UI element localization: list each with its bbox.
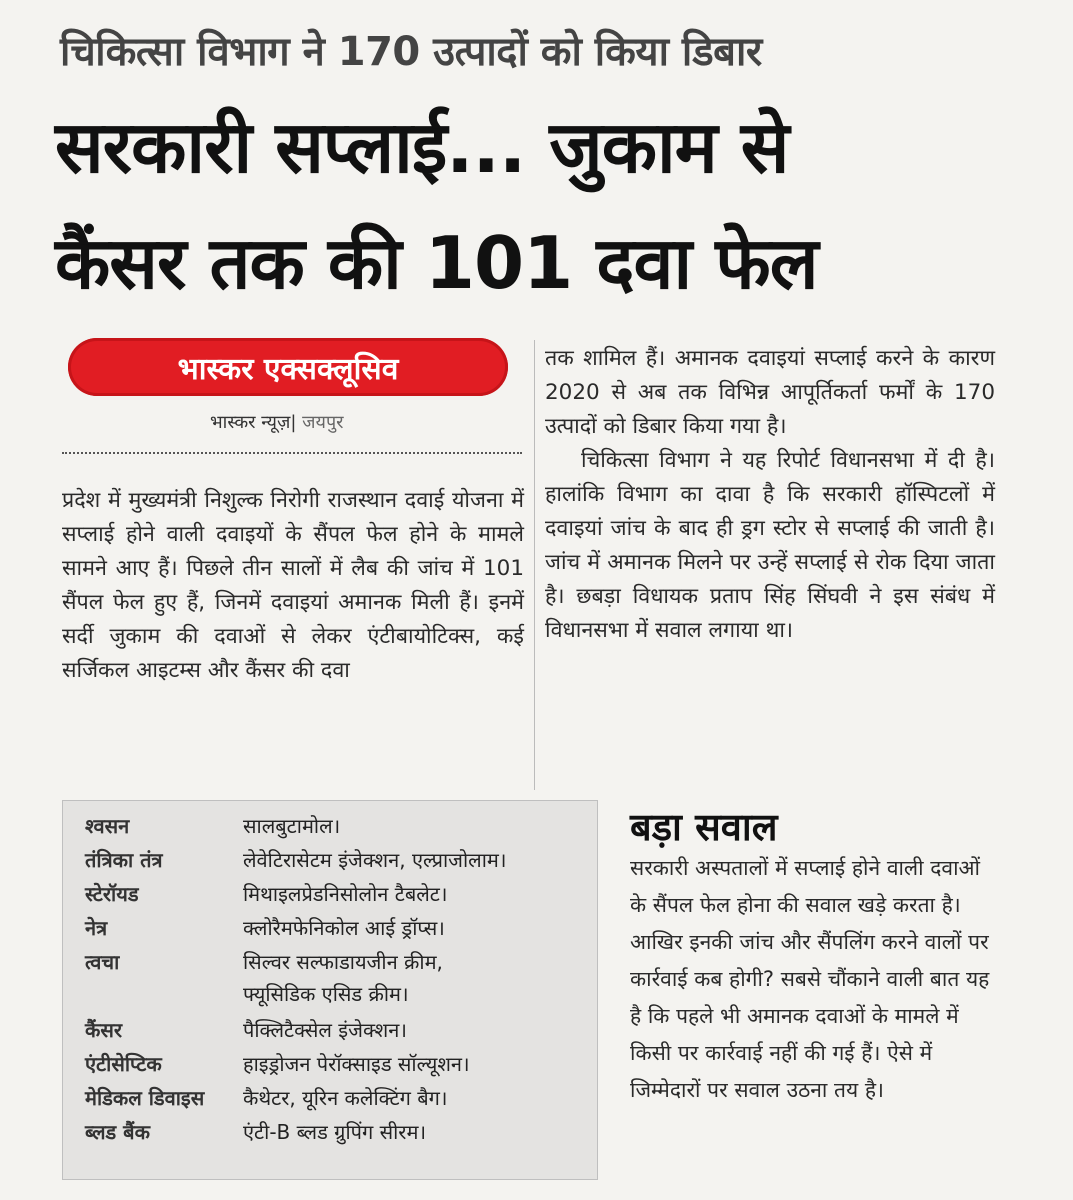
medicine-category: स्टेरॉयड	[85, 882, 139, 906]
medicine-category: एंटीसेप्टिक	[85, 1052, 162, 1076]
big-question-title: बड़ा सवाल	[630, 805, 778, 849]
article-paragraph: प्रदेश में मुख्यमंत्री निशुल्क निरोगी राजस्थान दवाई योजना में सप्लाई होने वाली दवाइयों के सैंपल फेल होने के मामले सामने आए हैं। पिछले तीन सालों में लैब की जांच में 101 सैंपल फेल हुए हैं, जिनमें दवाइयां अमानक मिली हैं। इनमें सर्दी जुकाम की दवाओं से लेकर एंटीबायोटिक्स, कई सर्जिकल आइटम्स और कैंसर की दवा	[62, 488, 524, 683]
headline-line-2: कैंसर तक की 101 दवा फेल	[55, 221, 818, 305]
medicine-category: त्वचा	[85, 950, 120, 974]
big-question-body: सरकारी अस्पतालों में सप्लाई होने वाली दवाओं के सैंपल फेल होना की सवाल खड़े करता है। आखिर इनकी जांच और सैंपलिंग करने वालों पर कार्रवाई कब होगी? सबसे चौंकाने वाली बात यह है कि पहले भी अमानक दवाओं के मामले में किसी पर कार्रवाई नहीं की गई हैं। ऐसे में जिम्मेदारों पर सवाल उठना तय है।	[630, 856, 990, 1102]
medicine-name: मिथाइलप्रेडनिसोलोन टैबलेट।	[243, 882, 448, 906]
column-divider	[534, 340, 535, 790]
medicine-name: फ्यूसिडिक एसिड क्रीम।	[243, 982, 409, 1006]
byline-divider	[62, 452, 522, 454]
medicine-name: सिल्वर सल्फाडायजीन क्रीम,	[243, 950, 443, 974]
byline-city: जयपुर	[302, 412, 344, 433]
byline-agency: भास्कर न्यूज़	[210, 412, 291, 433]
medicine-name: एंटी-B ब्लड ग्रुपिंग सीरम।	[243, 1120, 427, 1144]
medicine-category: मेडिकल डिवाइस	[85, 1086, 205, 1110]
article-paragraph: तक शामिल हैं। अमानक दवाइयां सप्लाई करने के कारण 2020 से अब तक विभिन्न आपूर्तिकर्ता फर्मों के 170 उत्पादों को डिबार किया गया है।	[545, 346, 995, 439]
medicine-name: सालबुटामोल।	[243, 814, 341, 838]
exclusive-badge: भास्कर एक्सक्लूसिव	[68, 338, 508, 396]
failed-medicines-box	[62, 800, 598, 1180]
article-right-column	[545, 342, 995, 648]
article-left-column	[62, 484, 524, 688]
medicine-category: नेत्र	[85, 916, 108, 940]
medicine-name: कैथेटर, यूरिन कलेक्टिंग बैग।	[243, 1086, 448, 1110]
medicine-name: लेवेटिरासेटम इंजेक्शन, एल्प्राजोलाम।	[243, 848, 507, 872]
medicine-name: हाइड्रोजन पेरॉक्साइड सॉल्यूशन।	[243, 1052, 470, 1076]
medicine-category: श्वसन	[85, 814, 130, 838]
kicker-headline: चिकित्सा विभाग ने 170 उत्पादों को किया डिबार	[60, 29, 762, 75]
headline-line-1: सरकारी सप्लाई... जुकाम से	[55, 105, 789, 189]
medicine-category: कैंसर	[85, 1018, 123, 1042]
byline-separator: |	[290, 412, 297, 433]
medicine-category: ब्लड बैंक	[85, 1120, 150, 1144]
medicine-category: तंत्रिका तंत्र	[85, 848, 163, 872]
medicine-name: क्लोरैमफेनिकोल आई ड्रॉप्स।	[243, 916, 445, 940]
byline	[210, 410, 510, 434]
medicine-name: पैक्लिटैक्सेल इंजेक्शन।	[243, 1018, 407, 1042]
article-paragraph: चिकित्सा विभाग ने यह रिपोर्ट विधानसभा में दी है। हालांकि विभाग का दावा है कि सरकारी हॉस्पिटलों में दवाइयां जांच के बाद ही ड्रग स्टोर से सप्लाई की जाती है। जांच में अमानक मिलने पर उन्हें सप्लाई से रोक दिया जाता है। छबड़ा विधायक प्रताप सिंह सिंघवी ने इस संबंध में विधानसभा में सवाल लगाया था।	[545, 448, 995, 643]
